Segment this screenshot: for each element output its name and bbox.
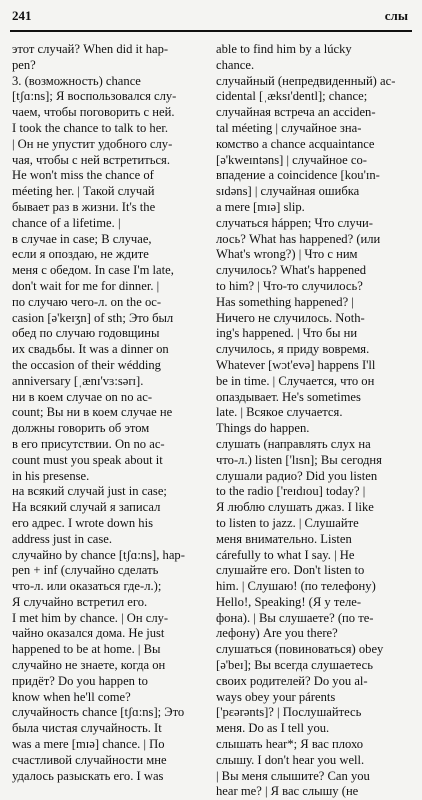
text-line: address just in case. (12, 531, 113, 546)
text-line: удалось разыскать его. I was (12, 768, 164, 783)
text-line: Hello!, Speaking! (Я у теле- (216, 594, 362, 609)
text-line: ни в коем случае on no ac- (12, 389, 153, 404)
text-line: слушали радио? Did you listen (216, 468, 378, 483)
text-line: [ə'kweɪntəns] | случайное со- (216, 152, 367, 167)
text-line: [ə'beɪ]; Вы всегда слушаетесь (216, 658, 373, 673)
text-line: cárefully to what I say. | Не (216, 547, 355, 562)
text-line: случилось? What's happened (216, 263, 367, 278)
text-line: happened to be at home. | Вы (12, 642, 161, 657)
text-line: впадение a coincidence [kou'ɪn- (216, 168, 380, 183)
text-line: I met him by chance. | Он слу- (12, 610, 169, 625)
text-line: be in time. | Случается, что он (216, 373, 375, 388)
text-line: случайность chance [tʃɑ:ns]; Это (12, 705, 185, 720)
text-line: этот случай? When did it hap- (12, 42, 169, 56)
text-line: была чистая случайность. It (12, 721, 162, 736)
page-number: 241 (12, 8, 32, 23)
text-line: chance of a lifetime. | (12, 215, 121, 230)
text-line: him. | Слушаю! (по телефону) (216, 579, 376, 594)
text-line: Ничего не случилось. Noth- (216, 310, 365, 325)
text-line: Things do happen. (216, 421, 310, 436)
text-line: слушаться (повиноваться) obey (216, 642, 384, 657)
text-line: их свадьбы. It was a dinner on (12, 342, 169, 357)
text-line: count must you speak about it (12, 452, 163, 467)
text-line: меня внимательно. Listen (216, 531, 352, 546)
text-line: [tʃɑ:ns]; Я воспользовался слу- (12, 89, 177, 104)
text-line: cidental [ˌæksɪ'dentl]; chance; (216, 89, 368, 104)
text-line: to listen to jazz. | Слушайте (216, 515, 359, 530)
text-line: casion [ə'keɪʒn] of sth; Это был (12, 310, 174, 325)
text-line: случайно не знаете, когда он (12, 658, 166, 673)
text-line: Я случайно встретил его. (12, 594, 148, 609)
text-line: to the radio ['reɪdɪou] today? | (216, 484, 366, 499)
text-line: чая, чтобы с ней встретиться. (12, 152, 170, 167)
text-line: a mere [mɪə] slip. (216, 199, 305, 214)
text-line: что-л. или оказаться где-л.); (12, 579, 162, 594)
text-line: in his presense. (12, 468, 90, 483)
text-line: случайная встреча an acciden- (216, 105, 376, 120)
text-line: He won't miss the chance of (12, 168, 154, 183)
text-line: придёт? Do you happen to (12, 673, 148, 688)
text-line: tal méeting | случайное зна- (216, 120, 362, 135)
text-line: able to find him by a lúcky (216, 42, 352, 56)
text-line: Has something happened? | (216, 294, 354, 309)
text-line: случилось, я приду вовремя. (216, 342, 370, 357)
text-line: лефону) Are you there? (216, 626, 338, 641)
text-line: pen + inf (случайно сделать (12, 563, 159, 578)
text-line: в его присутствии. On no ac- (12, 436, 165, 451)
text-line: слушайте его. Don't listen to (216, 563, 365, 578)
text-line: случайный (непредвиденный) ac- (216, 73, 396, 88)
text-line: Whatever [wɔt'evə] happens I'll (216, 357, 376, 372)
text-line: слушать (направлять слух на (216, 436, 371, 451)
text-line: меня. Do as I tell you. (216, 721, 330, 736)
text-line: слышу. I don't hear you well. (216, 752, 365, 767)
text-line: случаться háppen; Что случи- (216, 215, 373, 230)
text-line: чайно оказался дома. He just (12, 626, 165, 641)
text-line: I took the chance to talk to her. (12, 120, 168, 135)
text-line: должны говорить об этом (12, 421, 150, 436)
text-line: счастливой случайности мне (12, 752, 167, 767)
text-line: в случае in case; В случае, (12, 231, 152, 246)
text-line: его адрес. I wrote down his (12, 515, 153, 530)
text-line: ways obey your párents (216, 689, 336, 704)
text-line: don't wait for me for dinner. | (12, 278, 160, 293)
text-line: late. | Всякое случается. (216, 405, 343, 420)
text-line: своих родителей? Do you al- (216, 673, 368, 688)
text-line: 3. (возможность) chance (12, 73, 141, 88)
text-line: Я люблю слушать джаз. I like (216, 500, 374, 515)
text-line: count; Вы ни в коем случае не (12, 405, 173, 420)
text-line: фона). | Вы слушаете? (по те- (216, 610, 374, 625)
text-line: обед по случаю годовщины (12, 326, 160, 341)
text-line: anniversary [ˌænɪ'vɜ:sərɪ]. (12, 373, 144, 388)
text-line: на всякий случай just in case; (12, 484, 167, 499)
text-line: know when he'll come? (12, 689, 131, 704)
text-line: по случаю чего-л. on the oc- (12, 294, 162, 309)
right-column (216, 42, 412, 799)
text-line: ['pɛərənts]? | Послушайтесь (216, 705, 362, 720)
text-line: was a mere [mɪə] chance. | По (12, 737, 165, 752)
left-column (12, 42, 207, 783)
text-line: méeting her. | Такой случай (12, 184, 155, 199)
text-line: лось? What has happened? (или (216, 231, 381, 246)
page-header (10, 6, 412, 32)
text-line: What's wrong?) | Что с ним (216, 247, 358, 262)
text-line: меня с обедом. In case I'm late, (12, 263, 174, 278)
text-line: to him? | Что-то случилось? (216, 278, 363, 293)
running-head: слы (384, 8, 408, 23)
text-line: | Он не упустит удобного слу- (12, 136, 173, 151)
text-line: если я опоздаю, не ждите (12, 247, 149, 262)
text-line: ing's happened. | Что бы ни (216, 326, 358, 341)
text-line: the occasion of their wédding (12, 357, 161, 372)
text-line: chance. (216, 57, 255, 72)
text-line: опаздывает. He's sometimes (216, 389, 361, 404)
text-line: случайно by chance [tʃɑ:ns], hap- (12, 547, 185, 562)
text-line: что-л.) listen ['lɪsn]; Вы сегодня (216, 452, 382, 467)
text-line: слышать hear*; Я вас плохо (216, 737, 364, 752)
text-line: sɪdəns] | случайная ошибка (216, 184, 360, 199)
text-line: | Вы меня слышите? Can you (216, 768, 370, 783)
text-line: pen? (12, 57, 36, 72)
text-line: На всякий случай я записал (12, 500, 161, 515)
text-line: чаем, чтобы поговорить с ней. (12, 105, 175, 120)
text-line: бывает раз в жизни. It's the (12, 199, 156, 214)
text-line: hear me? | Я вас слышу (не (216, 784, 359, 799)
text-line: комство a chance acquaintance (216, 136, 375, 151)
